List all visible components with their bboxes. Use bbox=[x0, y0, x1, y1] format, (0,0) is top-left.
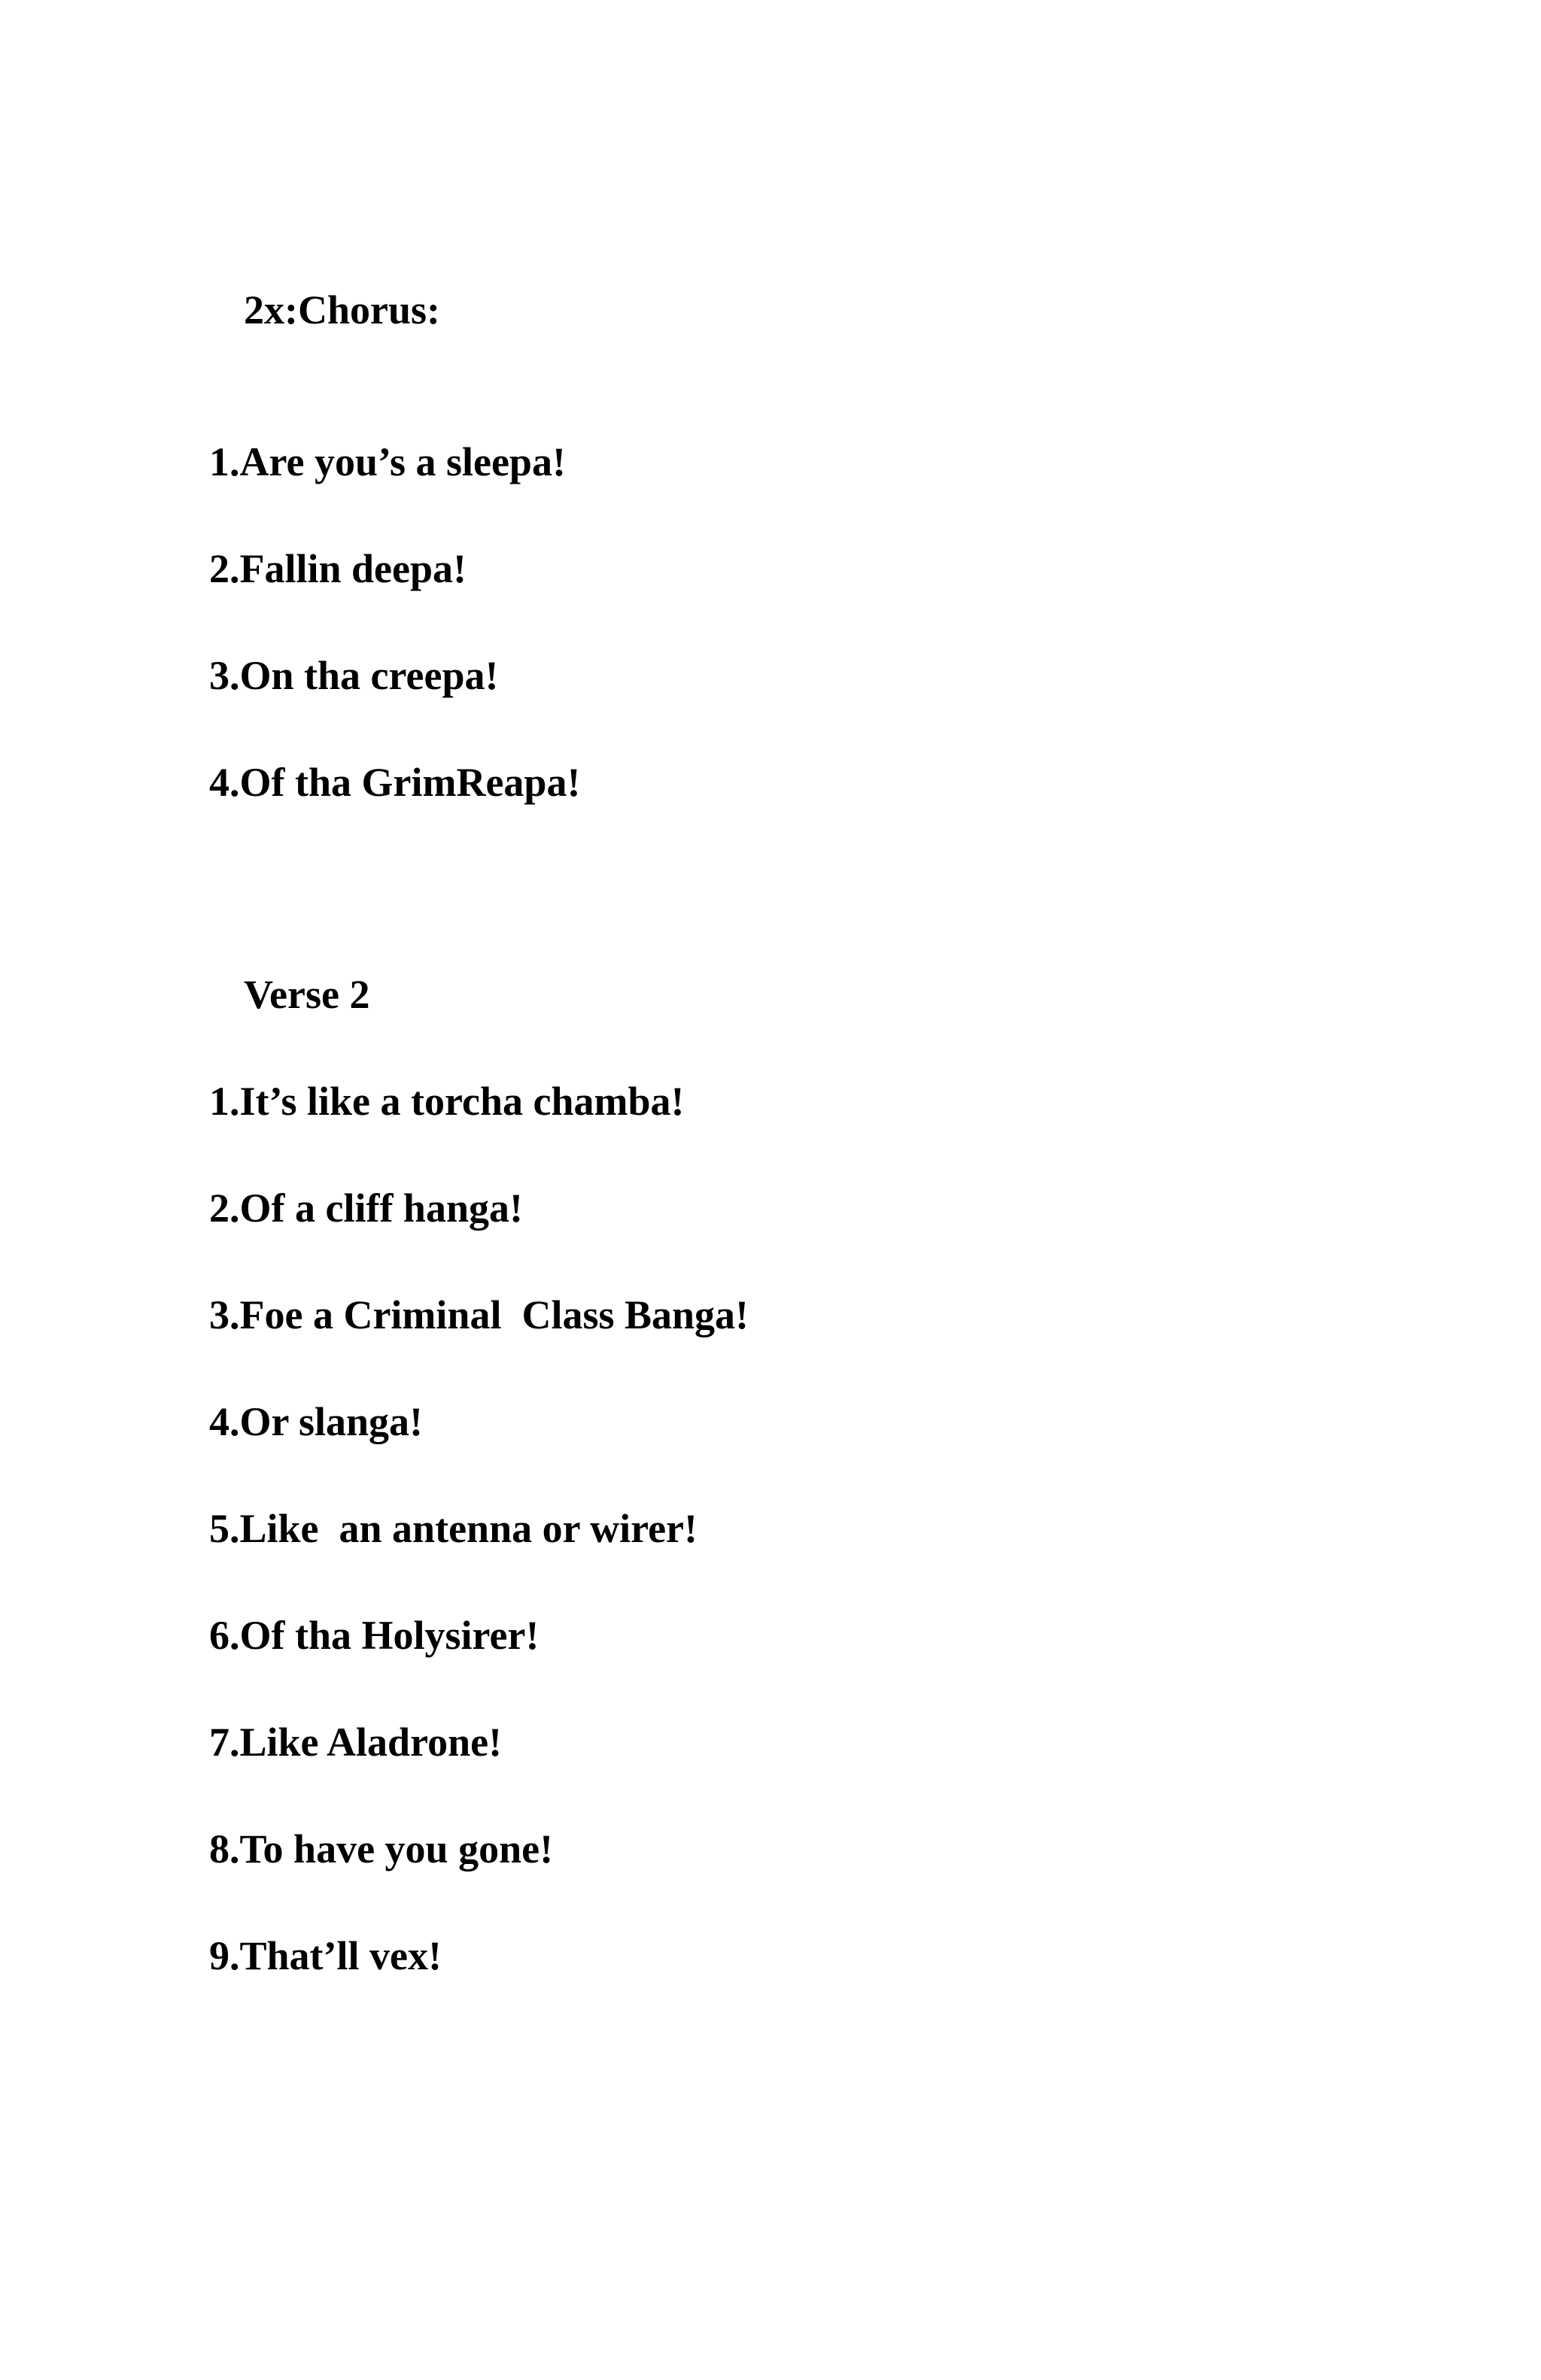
verse2-line-3: 3.Foe a Criminal Class Banga! bbox=[209, 1292, 749, 1337]
chorus-line-2: 2.Fallin deepa! bbox=[209, 546, 467, 591]
verse2-line-7: 7.Like Aladrone! bbox=[209, 1720, 503, 1765]
verse2-line-2: 2.Of a cliff hanga! bbox=[209, 1185, 523, 1231]
verse2-line-6: 6.Of tha Holysirer! bbox=[209, 1613, 540, 1658]
chorus-line-1: 1.Are you’s a sleepa! bbox=[209, 439, 566, 484]
chorus-heading: 2x:Chorus: bbox=[244, 287, 441, 332]
verse2-heading: Verse 2 bbox=[244, 972, 370, 1017]
chorus-line-4: 4.Of tha GrimReapa! bbox=[209, 760, 581, 805]
verse2-line-8: 8.To have you gone! bbox=[209, 1826, 554, 1872]
verse2-line-5: 5.Like an antenna or wirer! bbox=[209, 1506, 698, 1551]
chorus-line-3: 3.On tha creepa! bbox=[209, 653, 499, 698]
verse2-line-4: 4.Or slanga! bbox=[209, 1399, 424, 1444]
verse2-line-1: 1.It’s like a torcha chamba! bbox=[209, 1079, 685, 1124]
verse2-line-9: 9.That’ll vex! bbox=[209, 1933, 442, 1978]
